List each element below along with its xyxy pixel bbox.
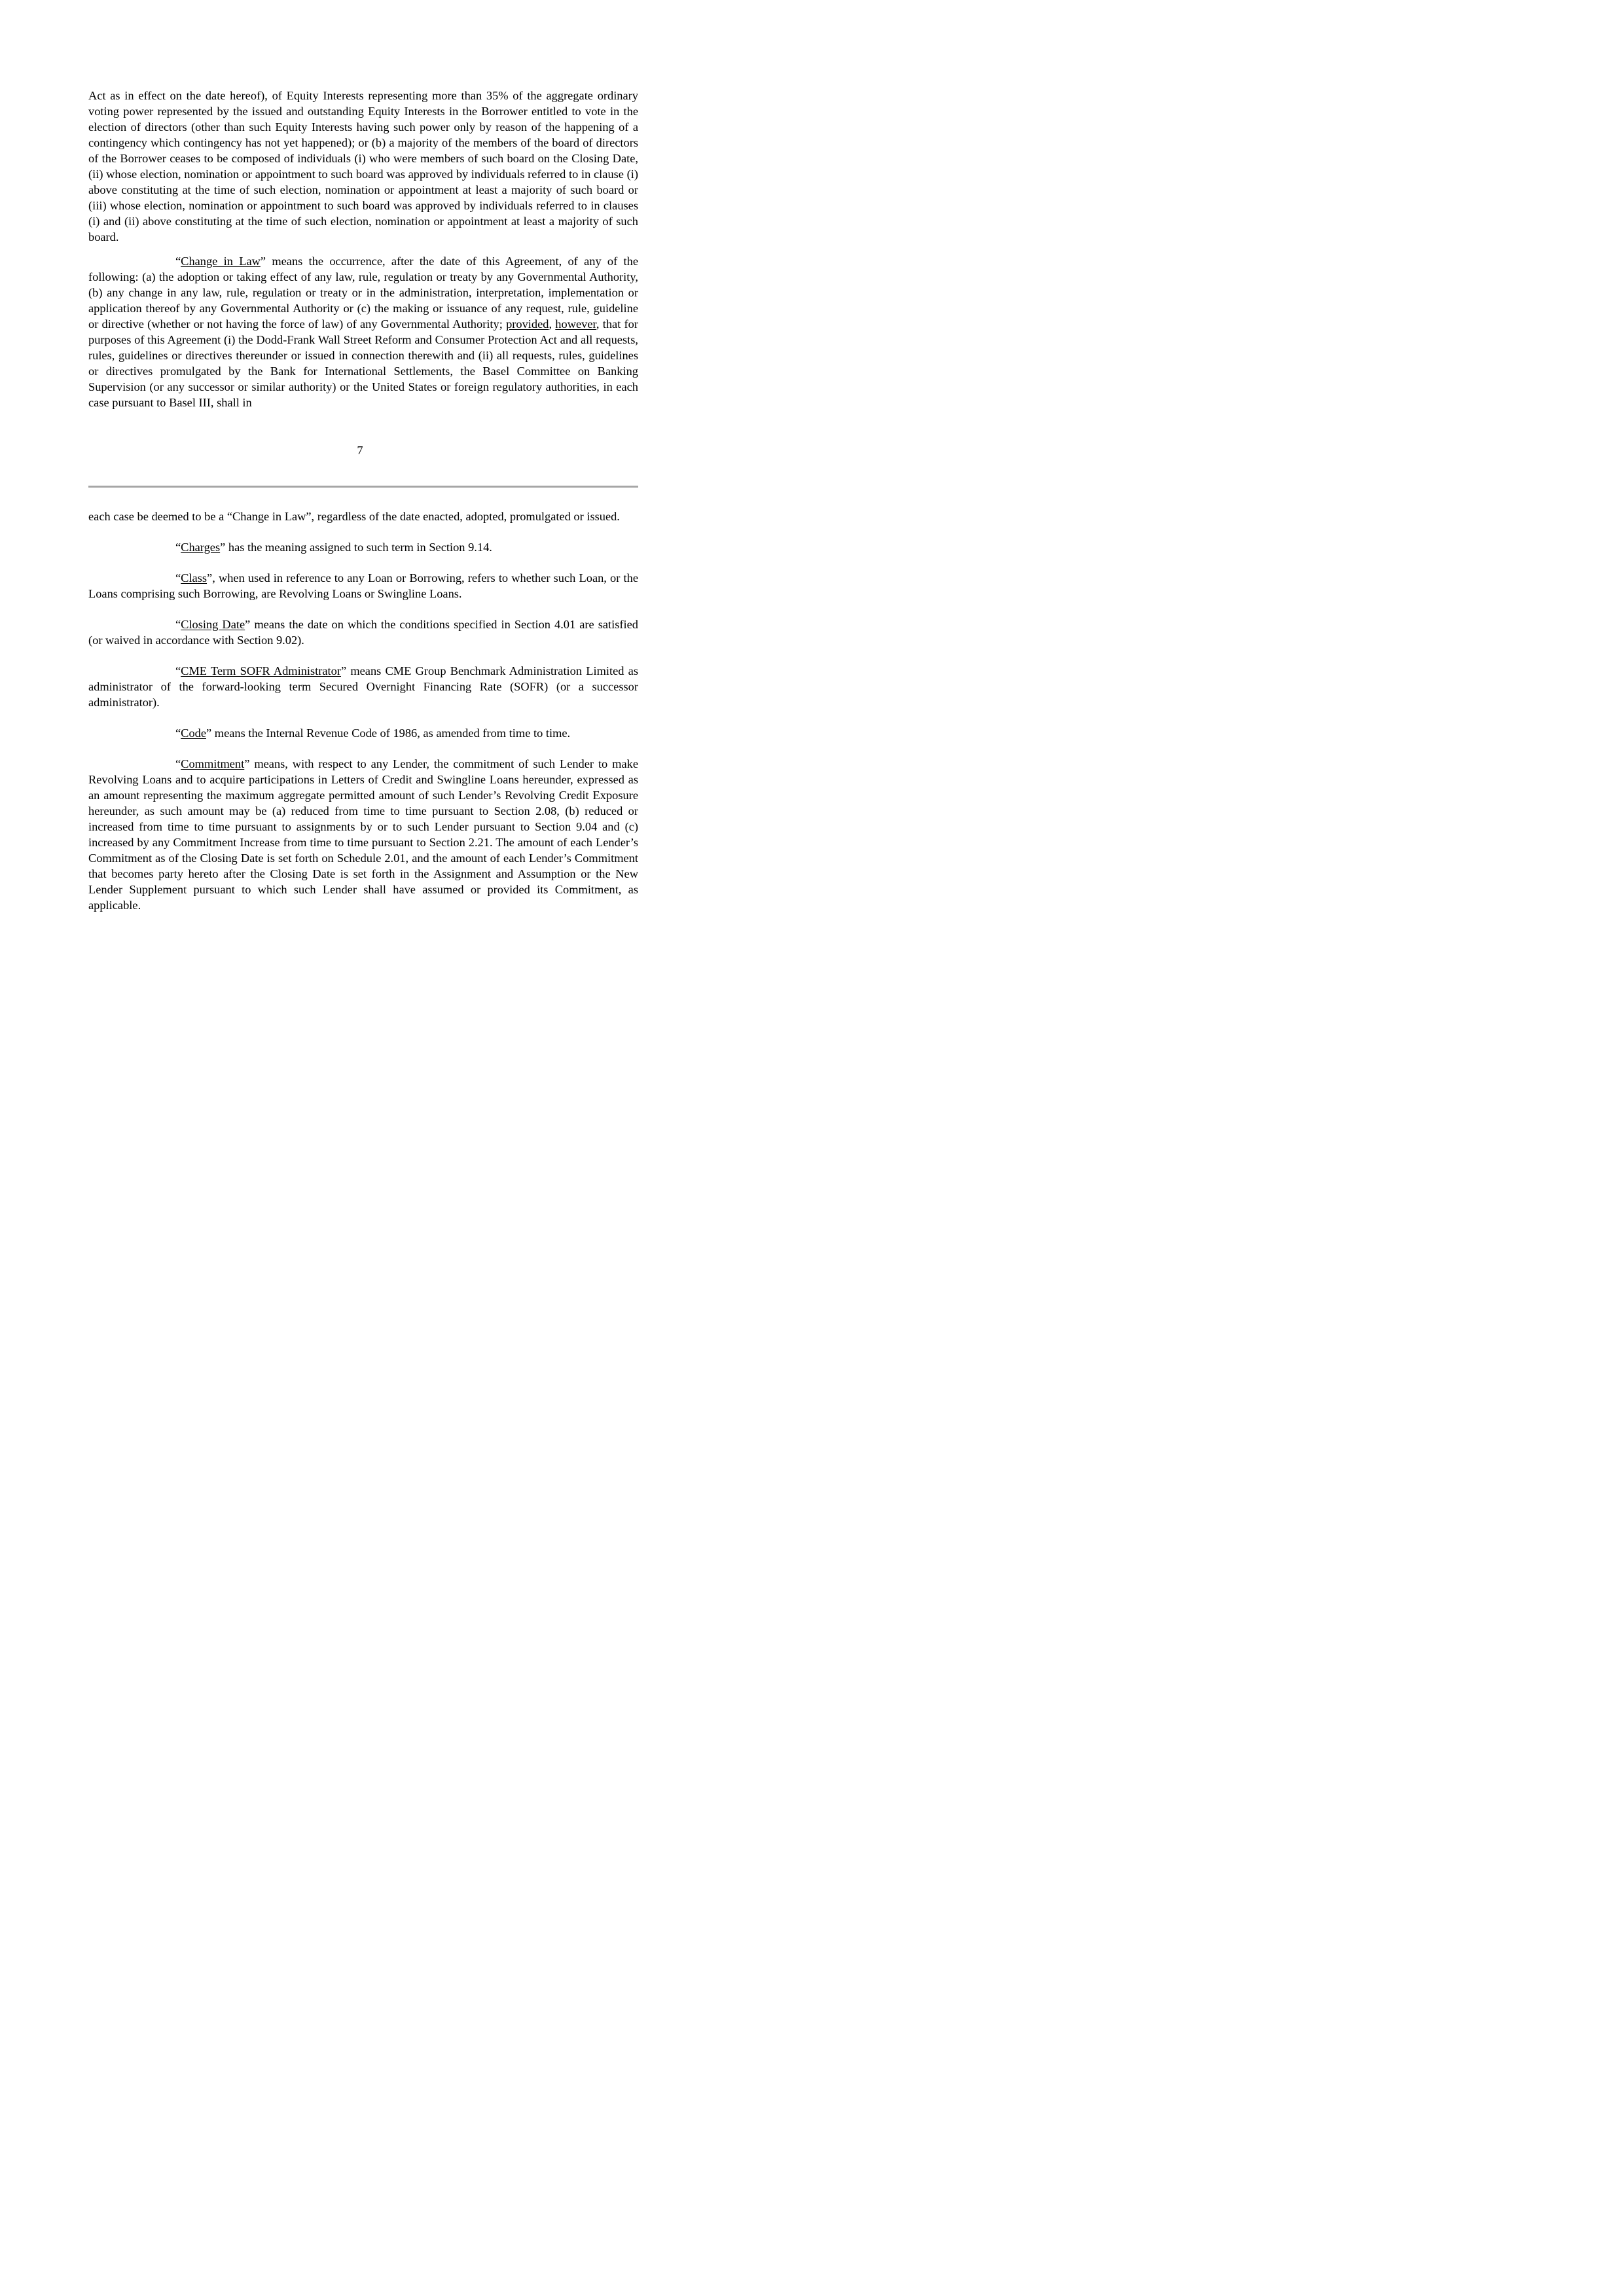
open-quote: “ xyxy=(175,664,181,677)
definition-text-continued: , that for purposes of this Agreement (i) the Dodd-Frank Wall Street Reform and Consumer Protection Act and all requests, rules, guidelines or directives thereunder or issued in connection therewith and (ii) all requests, rules, guidelines or directives promulgated by the Bank for International Settlements, the Basel Committee on Banking Supervision (or any successor or similar authority) or the United States or foreign regulatory authorities, in each case pursuant to Basel III, shall in xyxy=(88,317,638,409)
definition-text: ” means the date on which the conditions specified in Section 4.01 are satisfied (or waived in accordance with Section 9.02). xyxy=(88,618,638,647)
defined-term-change-in-law: Change in Law xyxy=(181,255,261,268)
provided-proviso: provided xyxy=(506,317,549,331)
page-8-body xyxy=(88,509,638,913)
defined-term-closing-date: Closing Date xyxy=(181,618,245,631)
definition-code xyxy=(88,725,638,741)
page-number: 7 xyxy=(357,444,363,457)
open-quote: “ xyxy=(175,571,181,584)
open-quote: “ xyxy=(175,757,181,770)
definition-commitment xyxy=(88,756,638,913)
definition-change-in-law xyxy=(88,253,638,410)
definition-text: ” has the meaning assigned to such term in Section 9.14. xyxy=(220,541,492,554)
continuation-paragraph: each case be deemed to be a “Change in Law”, regardless of the date enacted, adopted, promulgated or issued. xyxy=(88,510,620,523)
definition-class xyxy=(88,570,638,601)
separator-comma: , xyxy=(549,317,556,331)
however-proviso: however xyxy=(555,317,596,331)
defined-term-code: Code xyxy=(181,726,206,740)
page-break-divider xyxy=(88,486,638,488)
open-quote: “ xyxy=(175,255,181,268)
definition-text: ” means the Internal Revenue Code of 1986, as amended from time to time. xyxy=(206,726,571,740)
definition-charges xyxy=(88,539,638,555)
definition-text: ” means the occurrence, after the date of this Agreement, of any of the following: (a) the adoption or taking effect of any law, rule, regulation or treaty by any Governmental Authority, (b) any change in any law, rule, regulation or treaty or in the administration, interpretation, implementation or application thereof by any Governmental Authority or (c) the making or issuance of any request, rule, guideline or directive (whether or not having the force of law) of any Governmental Authority; xyxy=(88,255,638,331)
continuation-paragraph: Act as in effect on the date hereof), of Equity Interests representing more than 35% of the aggregate ordinary voting power represented by the issued and outstanding Equity Interests in the Borrower entitled to vote in the election of directors (other than such Equity Interests having such power only by reason of the happening of a contingency which contingency has not yet happened); or (b) a majority of the members of the board of directors of the Borrower ceases to be composed of individuals (i) who were members of such board on the Closing Date, (ii) whose election, nomination or appointment to such board was approved by individuals referred to in clause (i) above constituting at the time of such election, nomination or appointment at least a majority of such board or (iii) whose election, nomination or appointment to such board was approved by individuals referred to in clauses (i) and (ii) above constituting at the time of such election, nomination or appointment at least a majority of such board. xyxy=(88,89,638,243)
defined-term-cme-term-sofr-administrator: CME Term SOFR Administrator xyxy=(181,664,341,677)
open-quote: “ xyxy=(175,618,181,631)
page-7-body xyxy=(88,88,638,410)
definition-text: ”, when used in reference to any Loan or Borrowing, refers to whether such Loan, or the Loans comprising such Borrowing, are Revolving Loans or Swingline Loans. xyxy=(88,571,638,600)
definition-cme-term-sofr-administrator xyxy=(88,663,638,710)
open-quote: “ xyxy=(175,541,181,554)
definition-text: ” means CME Group Benchmark Administration Limited as administrator of the forward-looking term Secured Overnight Financing Rate (SOFR) (or a successor administrator). xyxy=(88,664,638,709)
defined-term-charges: Charges xyxy=(181,541,221,554)
defined-term-class: Class xyxy=(181,571,208,584)
open-quote: “ xyxy=(175,726,181,740)
definition-text: ” means, with respect to any Lender, the commitment of such Lender to make Revolving Loans and to acquire participations in Letters of Credit and Swingline Loans hereunder, expressed as an amount representing the maximum aggregate permitted amount of such Lender’s Revolving Credit Exposure hereunder, as such amount may be (a) reduced from time to time pursuant to Section 2.08, (b) reduced or increased from time to time pursuant to assignments by or to such Lender pursuant to Section 9.04 and (c) increased by any Commitment Increase from time to time pursuant to Section 2.21. The amount of each Lender’s Commitment as of the Closing Date is set forth on Schedule 2.01, and the amount of each Lender’s Commitment that becomes party hereto after the Closing Date is set forth in the Assignment and Assumption or the New Lender Supplement pursuant to which such Lender shall have assumed or provided its Commitment, as applicable. xyxy=(88,757,638,912)
defined-term-commitment: Commitment xyxy=(181,757,245,770)
definition-closing-date xyxy=(88,617,638,648)
